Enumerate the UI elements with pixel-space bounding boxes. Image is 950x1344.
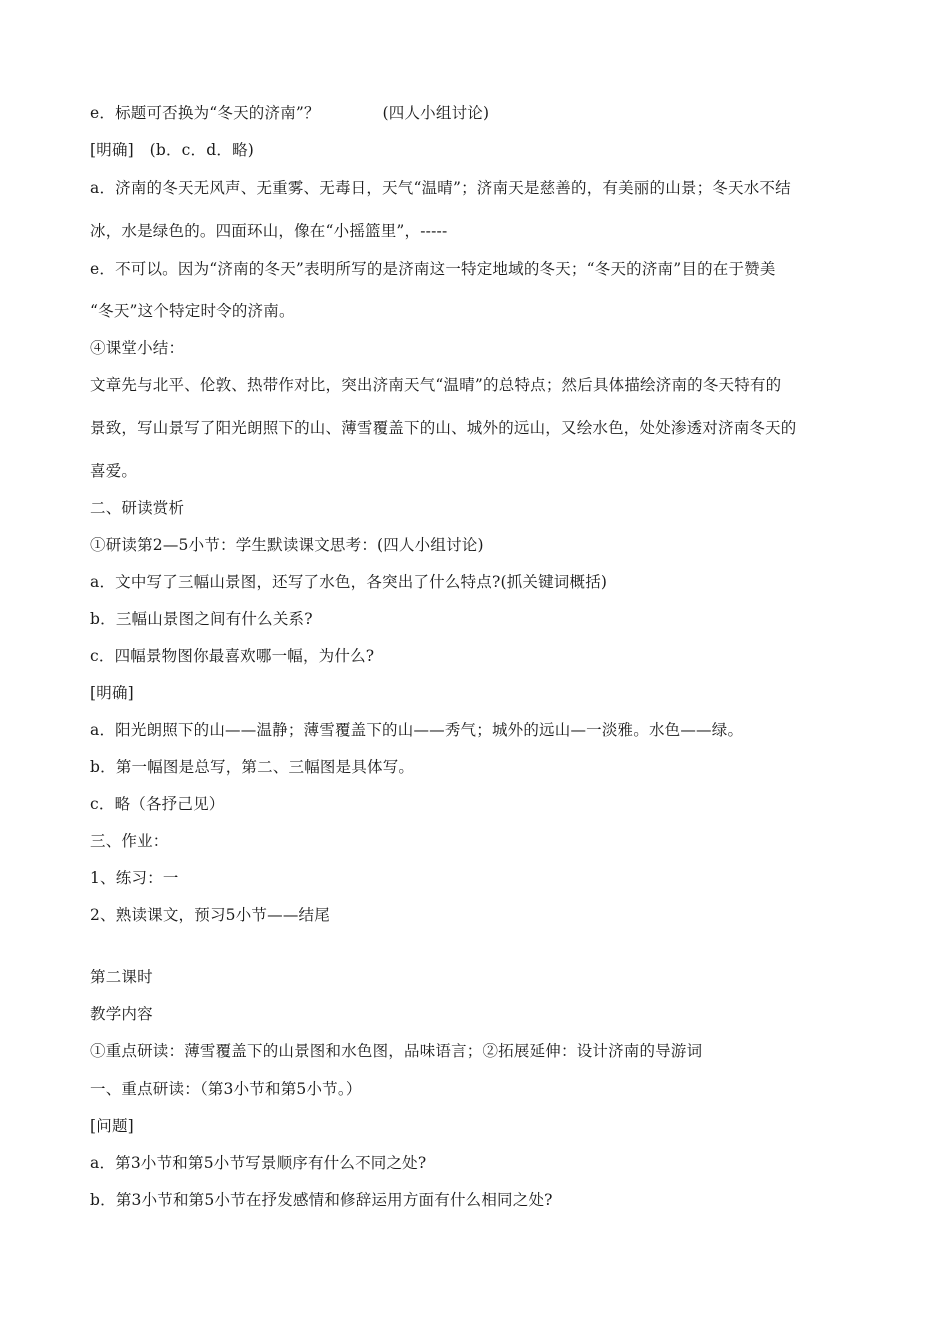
question-heading: [问题]	[90, 1117, 134, 1135]
clarify-heading-1: [明确] (b．c．d．略)	[90, 141, 255, 159]
clarify-heading-2: [明确]	[90, 684, 134, 702]
teaching-content: ①重点研读：薄雪覆盖下的山景图和水色图，品味语言；②拓展延伸：设计济南的导游词	[90, 1042, 703, 1060]
answer-e-line-1: e．不可以。因为“济南的冬天”表明所写的是济南这一特定地域的冬天；“冬天的济南”目的在于赞美	[90, 260, 776, 278]
clarify-answer-a: a．阳光朗照下的山——温静；薄雪覆盖下的山——秀气；城外的远山—一淡雅。水色——绿。	[90, 721, 744, 739]
summary-line-2: 景致，写山景写了阳光朗照下的山、薄雪覆盖下的山、城外的远山，又绘水色，处处渗透对济南冬天的	[90, 419, 797, 437]
study-task: ①研读第2—5小节：学生默读课文思考：(四人小组讨论)	[90, 536, 484, 554]
key-reading-heading: 一、重点研读：（第3小节和第5小节。）	[90, 1080, 362, 1098]
answer-a-line-1: a．济南的冬天无风声、无重雾、无毒日，天气“温晴”；济南天是慈善的，有美丽的山景；冬天水不结	[90, 179, 791, 197]
question-e: e．标题可否换为“冬天的济南”？ (四人小组讨论)	[90, 104, 490, 122]
clarify-answer-c: c．略（各抒己见）	[90, 795, 225, 813]
clarify-answer-b: b．第一幅图是总写，第二、三幅图是具体写。	[90, 758, 415, 776]
section-3-heading: 三、作业：	[90, 832, 169, 850]
second-lesson-heading: 第二课时	[90, 968, 153, 986]
study-question-c: c．四幅景物图你最喜欢哪一幅，为什么?	[90, 647, 375, 665]
summary-line-1: 文章先与北平、伦敦、热带作对比，突出济南天气“温晴”的总特点；然后具体描绘济南的冬天特有的	[90, 376, 782, 394]
homework-1: 1、练习：一	[90, 869, 179, 887]
section-2-heading: 二、研读赏析	[90, 499, 185, 517]
study-question-a: a．文中写了三幅山景图，还写了水色，各突出了什么特点?(抓关键词概括)	[90, 573, 608, 591]
homework-2: 2、熟读课文，预习5小节——结尾	[90, 906, 330, 924]
question-b: b．第3小节和第5小节在抒发感情和修辞运用方面有什么相同之处?	[90, 1191, 553, 1209]
study-question-b: b．三幅山景图之间有什么关系?	[90, 610, 313, 628]
teaching-content-heading: 教学内容	[90, 1005, 153, 1023]
answer-e-line-2: “冬天”这个特定时令的济南。	[90, 302, 295, 320]
summary-line-3: 喜爱。	[90, 462, 138, 480]
question-a: a．第3小节和第5小节写景顺序有什么不同之处?	[90, 1154, 427, 1172]
class-summary-heading: ④课堂小结：	[90, 339, 185, 357]
answer-a-line-2: 冰，水是绿色的。四面环山，像在“小摇篮里”，-----	[90, 222, 448, 240]
